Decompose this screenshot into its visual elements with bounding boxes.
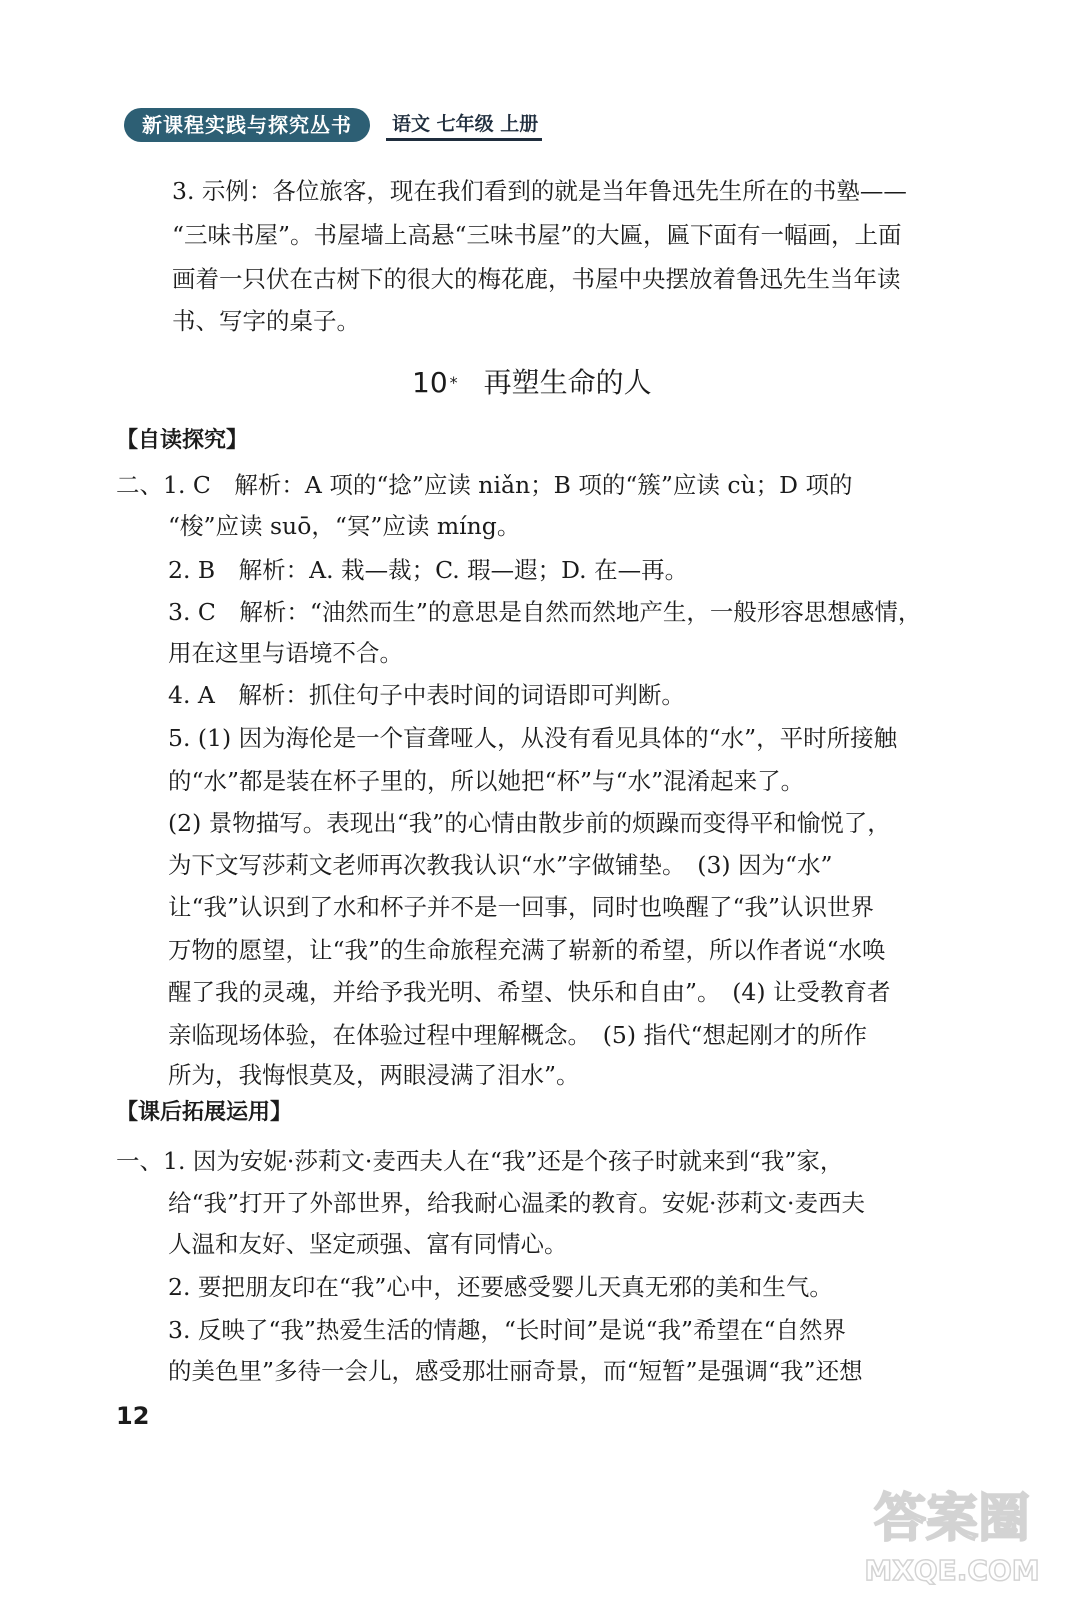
watermark-text: 答案圈 (873, 1489, 1030, 1549)
lesson-title-text: 再塑生命的人 (483, 366, 652, 399)
answer-line: 2. 要把朋友印在“我”心中，还要感受婴儿天真无邪的美和生气。 (168, 1273, 833, 1301)
section-heading-self-study: 【自读探究】 (116, 428, 249, 453)
answer-line: 用在这里与语境不合。 (168, 639, 403, 667)
answer-line: 人温和友好、坚定顽强、富有同情心。 (168, 1230, 568, 1258)
subject-grade-label: 语文 七年级 上册 (386, 110, 542, 141)
answer-line: 的美色里”多待一会儿，感受那壮丽奇景，而“短暂”是强调“我”还想 (168, 1357, 863, 1385)
lesson-number: 10 (412, 366, 448, 399)
answer-line: 2. B 解析：A. 栽—裁；C. 瑕—遐；D. 在—再。 (168, 556, 689, 584)
lesson-title (412, 365, 652, 401)
answer-line: 3. 反映了“我”热爱生活的情趣，“长时间”是说“我”希望在“自然界 (168, 1316, 846, 1344)
answer-line: 二、1. C 解析：A 项的“捻”应读 niǎn；B 项的“簇”应读 cù；D 项的 (116, 471, 853, 499)
answer-line: 所为，我悔恨莫及，两眼浸满了泪水”。 (168, 1061, 580, 1089)
answer-line: 的“水”都是装在杯子里的，所以她把“杯”与“水”混淆起来了。 (168, 767, 805, 795)
answer-line: 让“我”认识到了水和杯子并不是一回事，同时也唤醒了“我”认识世界 (168, 893, 875, 921)
answer-line: 4. A 解析：抓住句子中表时间的词语即可判断。 (168, 681, 685, 709)
section-heading-extension: 【课后拓展运用】 (116, 1100, 293, 1125)
answer-line: 书、写字的桌子。 (172, 307, 360, 335)
answer-line: 一、1. 因为安妮·莎莉文·麦西夫人在“我”还是个孩子时就来到“我”家， (116, 1147, 844, 1175)
answer-line: “三味书屋”。书屋墙上高悬“三味书屋”的大匾，匾下面有一幅画，上面 (172, 221, 902, 249)
answer-line: “梭”应读 suō，“冥”应读 míng。 (168, 512, 521, 540)
answer-line: 万物的愿望，让“我”的生命旅程充满了崭新的希望，所以作者说“水唤 (168, 936, 886, 964)
answer-line: 3. 示例：各位旅客，现在我们看到的就是当年鲁迅先生所在的书塾—— (172, 177, 907, 205)
page-number: 12 (116, 1402, 150, 1430)
answer-line: (2) 景物描写。表现出“我”的心情由散步前的烦躁而变得平和愉悦了， (168, 809, 891, 837)
answer-line: 为下文写莎莉文老师再次教我认识“水”字做铺垫。 (3) 因为“水” (168, 851, 833, 879)
watermark-url: MXQE.COM (864, 1554, 1040, 1587)
answer-line: 醒了我的灵魂，并给予我光明、希望、快乐和自由”。 (4) 让受教育者 (168, 978, 891, 1006)
answer-line: 5. (1) 因为海伦是一个盲聋哑人，从没有看见具体的“水”，平时所接触 (168, 724, 898, 752)
answer-line: 3. C 解析：“油然而生”的意思是自然而然地产生，一般形容思想感情， (168, 598, 922, 626)
answer-line: 给“我”打开了外部世界，给我耐心温柔的教育。安妮·莎莉文·麦西夫 (168, 1189, 865, 1217)
answer-line: 画着一只伏在古树下的很大的梅花鹿，书屋中央摆放着鲁迅先生当年读 (172, 265, 901, 293)
answer-line: 亲临现场体验，在体验过程中理解概念。 (5) 指代“想起刚才的所作 (168, 1021, 868, 1049)
lesson-marker: * (449, 373, 458, 392)
series-title-badge: 新课程实践与探究丛书 (124, 108, 370, 142)
watermark-logo (864, 1488, 1040, 1594)
